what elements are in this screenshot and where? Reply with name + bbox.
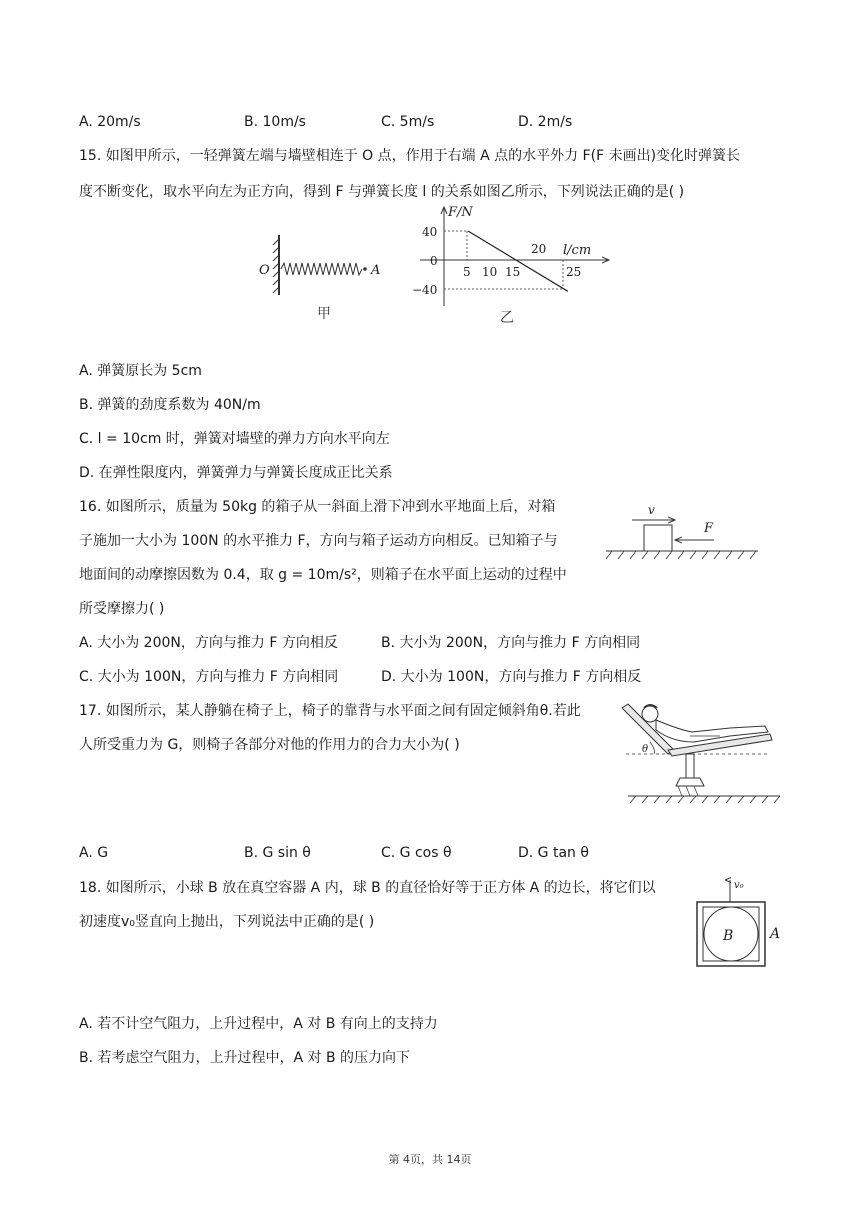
q14-option-b: B. 10m/s xyxy=(244,114,306,130)
theta-label: θ xyxy=(642,744,649,755)
v0-label: v₀ xyxy=(734,880,744,891)
q17-option-b: B. G sin θ xyxy=(244,845,311,861)
spring-label-o: O xyxy=(259,263,270,278)
q16-option-c: C. 大小为 100N，方向与推力 F 方向相同 xyxy=(79,669,339,685)
q15-option-b: B. 弹簧的劲度系数为 40N/m xyxy=(79,397,261,413)
q17-stem-line-2: 人所受重力为 G，则椅子各部分对他的作用力的合力大小为( ) xyxy=(79,737,460,753)
velocity-label: v xyxy=(648,503,655,517)
graph-y-label: F/N xyxy=(448,205,473,220)
q15-option-a: A. 弹簧原长为 5cm xyxy=(79,363,202,379)
figure-caption-jia: 甲 xyxy=(317,306,331,322)
q16-stem-line-1: 16. 如图所示，质量为 50kg 的箱子从一斜面上滑下冲到水平地面上后，对箱 xyxy=(79,499,556,515)
q14-option-a: A. 20m/s xyxy=(79,114,141,130)
spring-label-a: A xyxy=(371,263,381,278)
q18-stem-line-1: 18. 如图所示，小球 B 放在真空容器 A 内，球 B 的直径恰好等于正方体 A 的边长，将它们以 xyxy=(79,880,656,896)
y-tick-40: 40 xyxy=(422,225,438,239)
q18-option-a: A. 若不计空气阻力，上升过程中，A 对 B 有向上的支持力 xyxy=(79,1016,438,1032)
q16-stem-line-4: 所受摩擦力( ) xyxy=(79,601,165,617)
q16-option-a: A. 大小为 200N，方向与推力 F 方向相反 xyxy=(79,635,338,651)
q17-option-c: C. G cos θ xyxy=(381,845,452,861)
ball-label-b: B xyxy=(723,928,734,944)
y-tick-0: 0 xyxy=(430,254,438,268)
chair-post xyxy=(686,754,694,778)
x-tick-15: 15 xyxy=(505,265,521,279)
x-tick-10: 10 xyxy=(482,265,498,279)
q15-stem-line-2: 度不断变化，取水平向左为正方向，得到 F 与弹簧长度 l 的关系如图乙所示，下列说法正确的是( ) xyxy=(79,184,685,200)
q17-option-d: D. G tan θ xyxy=(518,845,589,861)
x-tick-25: 25 xyxy=(566,265,582,279)
q17-figure-chair xyxy=(620,696,790,808)
y-tick-minus-40: −40 xyxy=(412,283,438,297)
page-footer: 第 4页，共 14页 xyxy=(388,1153,472,1166)
box xyxy=(644,525,672,551)
q16-figure-box xyxy=(602,500,762,570)
q15-figure-yi-graph xyxy=(400,198,615,328)
q15-option-d: D. 在弹性限度内，弹簧弹力与弹簧长度成正比关系 xyxy=(79,465,393,481)
q17-stem-line-1: 17. 如图所示，某人静躺在椅子上，椅子的靠背与水平面之间有固定倾斜角θ.若此 xyxy=(79,703,581,719)
x-tick-5: 5 xyxy=(463,265,471,279)
graph-x-label: l/cm xyxy=(563,243,592,258)
force-label: F xyxy=(704,521,714,536)
q16-stem-line-3: 地面间的动摩擦因数为 0.4，取 g = 10m/s²，则箱子在水平面上运动的过程中 xyxy=(79,567,567,583)
chair-base xyxy=(676,778,704,786)
figure-caption-yi: 乙 xyxy=(500,310,514,326)
container-label-a: A xyxy=(770,926,781,942)
q17-option-a: A. G xyxy=(79,845,109,861)
q18-option-b: B. 若考虑空气阻力，上升过程中，A 对 B 的压力向下 xyxy=(79,1050,411,1066)
q14-option-c: C. 5m/s xyxy=(381,114,435,130)
q15-option-c: C. l = 10cm 时，弹簧对墙壁的弹力方向水平向左 xyxy=(79,431,390,447)
q15-figure-jia-spring xyxy=(255,225,395,325)
q18-figure-container xyxy=(692,876,792,972)
q16-option-b: B. 大小为 200N，方向与推力 F 方向相同 xyxy=(381,635,641,651)
q14-option-d: D. 2m/s xyxy=(518,114,573,130)
graph-data-line xyxy=(468,231,568,291)
q16-stem-line-2: 子施加一大小为 100N 的水平推力 F，方向与箱子运动方向相反。已知箱子与 xyxy=(79,533,558,549)
x-tick-20: 20 xyxy=(531,242,547,256)
q18-stem-line-2: 初速度v₀竖直向上抛出，下列说法中正确的是( ) xyxy=(79,914,375,930)
q15-stem-line-1: 15. 如图甲所示，一轻弹簧左端与墙壁相连于 O 点，作用于右端 A 点的水平外力 F(F 未画出)变化时弹簧长 xyxy=(79,148,741,164)
q16-option-d: D. 大小为 100N，方向与推力 F 方向相反 xyxy=(381,669,642,685)
